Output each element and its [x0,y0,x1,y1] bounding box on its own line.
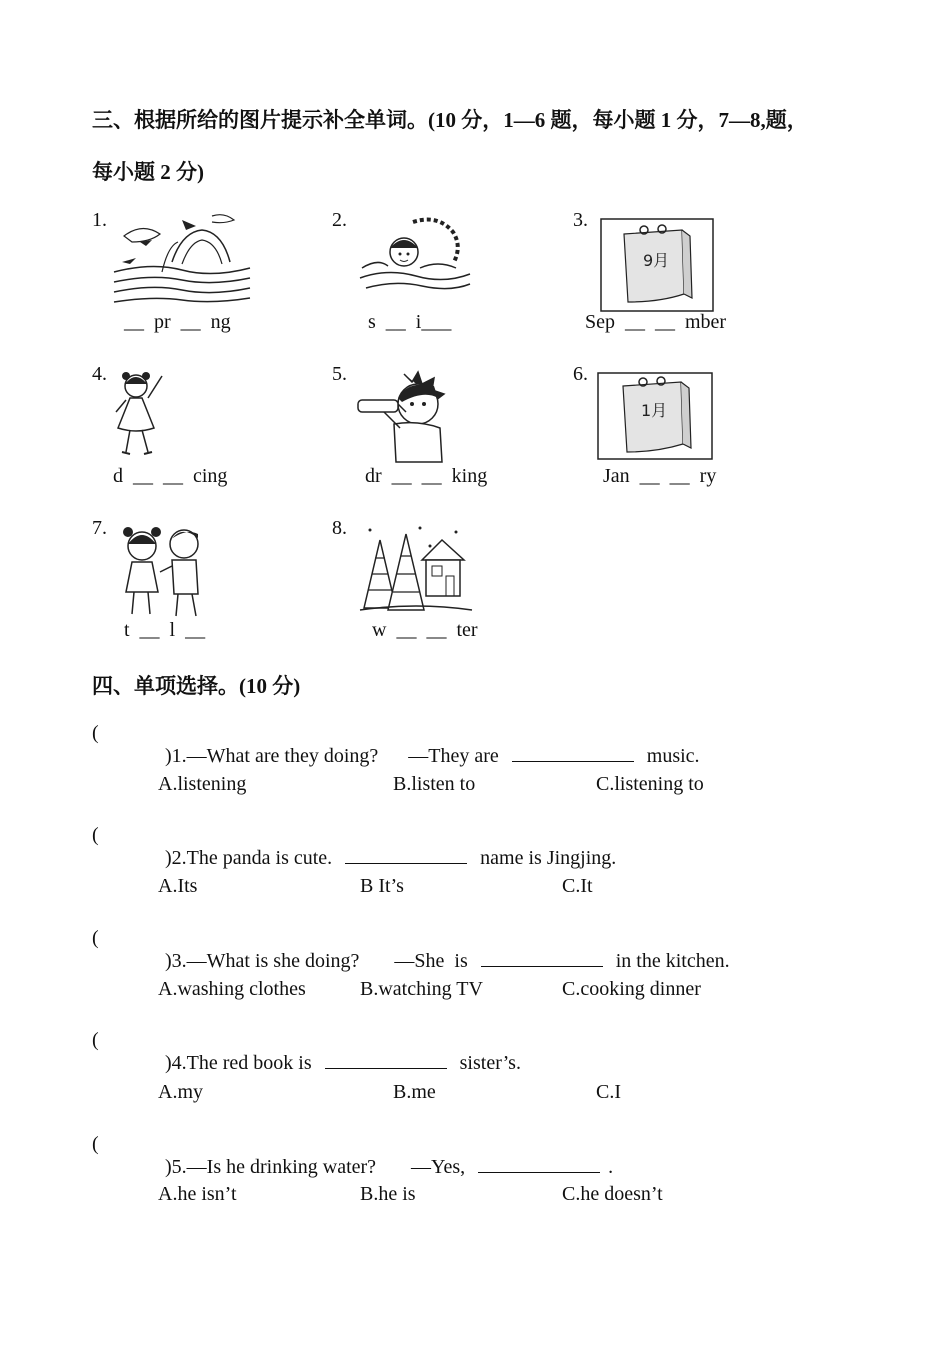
question-text: )3.—What is she doing? —She is [165,950,473,972]
section3-heading-line2: 每小题 2 分) [92,160,204,184]
item-number: 6. [573,363,588,385]
option-b: B.listen to [393,773,476,795]
question-paren: ( [92,1029,99,1051]
answer-blank [481,965,603,967]
option-a: A.he isn’t [158,1183,237,1205]
question-4 [155,1029,521,1075]
question-paren: ( [92,824,99,846]
calendar-label: 1月 [641,401,668,420]
question-paren: ( [92,927,99,949]
option-b: B.watching TV [360,978,483,1000]
item-word: d __ __ cing [113,465,228,487]
dancing-girl-icon [108,368,172,464]
option-a: A.listening [158,773,247,795]
option-b: B.he is [360,1183,416,1205]
option-a: A.washing clothes [158,978,306,1000]
question-text: sister’s. [454,1052,521,1074]
drinking-boy-icon [354,368,450,464]
section3-heading-line1: 三、根据所给的图片提示补全单词。(10 分，1—6 题，每小题 1 分，7—8,题， [92,108,808,132]
question-text: . [608,1156,614,1178]
option-b: B It’s [360,875,404,897]
item-word: s __ i___ [368,311,452,333]
answer-blank [478,1171,600,1173]
question-text: )2.The panda is cute. [165,847,338,869]
question-text: music. [641,745,700,767]
spring-scene-icon [112,212,252,312]
item-word: Jan __ __ ry [603,465,717,487]
item-number: 1. [92,209,107,231]
item-number: 2. [332,209,347,231]
question-text: name is Jingjing. [475,847,617,869]
item-number: 3. [573,209,588,231]
item-word: dr __ __ king [365,465,488,487]
item-word: w __ __ ter [372,619,478,641]
item-word: __ pr __ ng [124,311,231,333]
question-1 [155,722,700,768]
question-3 [155,927,730,973]
option-a: A.my [158,1081,203,1103]
talking-kids-icon [114,520,214,620]
item-number: 7. [92,517,107,539]
swimming-boy-icon [358,212,473,302]
option-c: C.cooking dinner [562,978,701,1000]
question-text: )4.The red book is [165,1052,317,1074]
question-text: in the kitchen. [610,950,730,972]
calendar-icon [600,218,714,312]
calendar-label: 9月 [643,251,670,270]
option-c: C.he doesn’t [562,1183,663,1205]
answer-blank [512,760,634,762]
option-b: B.me [393,1081,436,1103]
item-number: 8. [332,517,347,539]
question-5 [155,1133,613,1179]
item-word: t __ l __ [124,619,206,641]
option-a: A.Its [158,875,198,897]
answer-blank [325,1067,447,1069]
question-paren: ( [92,1133,99,1155]
question-text: )1.—What are they doing? —They are [165,745,504,767]
option-c: C.It [562,875,593,897]
winter-scene-icon [360,520,472,614]
section4-heading: 四、单项选择。(10 分) [92,674,301,698]
item-word: Sep __ __ mber [585,311,727,333]
calendar-icon [597,372,713,460]
question-2 [155,824,616,870]
item-number: 5. [332,363,347,385]
option-c: C.listening to [596,773,704,795]
answer-blank [345,862,467,864]
item-number: 4. [92,363,107,385]
question-paren: ( [92,722,99,744]
question-text: )5.—Is he drinking water? —Yes, [165,1156,471,1178]
option-c: C.I [596,1081,621,1103]
